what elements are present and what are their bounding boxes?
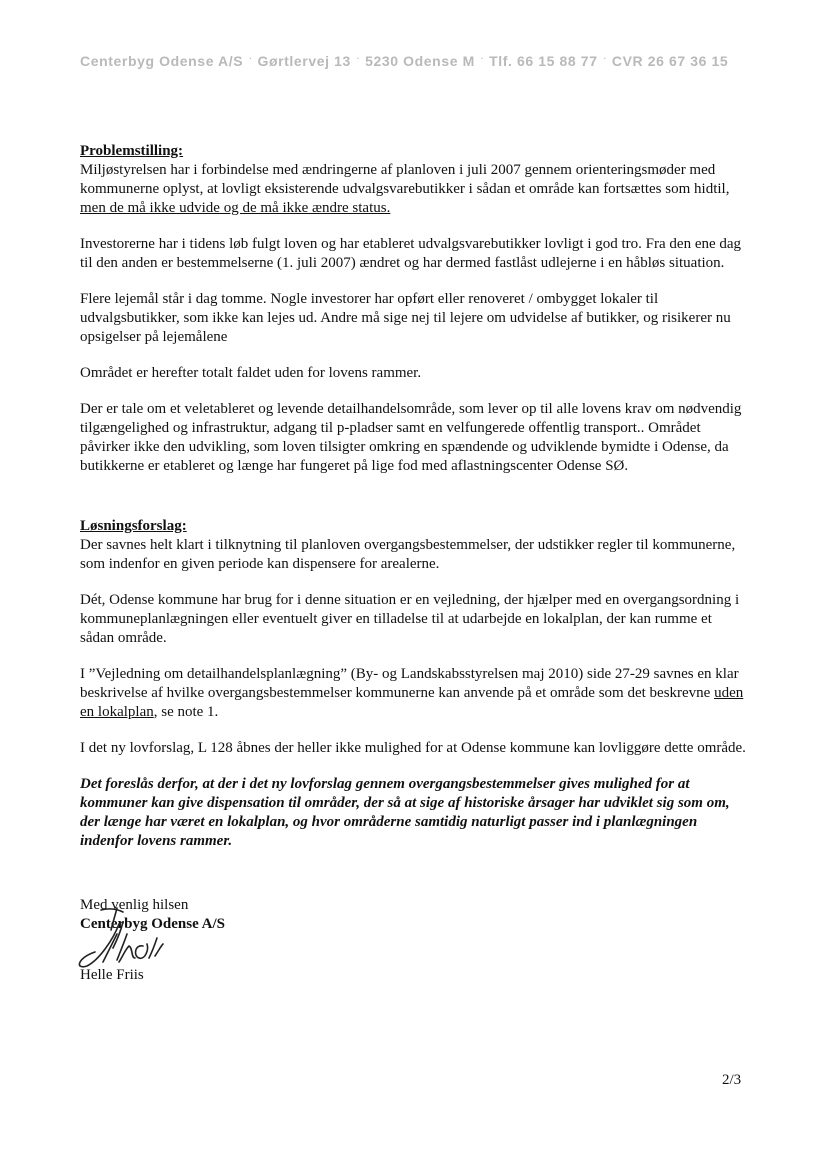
solution-paragraph-3-end: , se note 1.	[153, 704, 219, 720]
solution-paragraph-3	[80, 665, 748, 722]
letterhead-phone: Tlf. 66 15 88 77	[489, 53, 598, 69]
solution-paragraph-3-underlined: uden en lokalplan	[80, 685, 744, 720]
problem-paragraph-1-text: Miljøstyrelsen har i forbindelse med ændringerne af planloven i juli 2007 gennem orienteringsmøder med kommunerne oplyst, at lovligt eksisterende udvalgsvarebutikker i sådan et område kan fortsættes som hidtil,	[80, 162, 730, 197]
letterhead-separator: ·	[480, 54, 485, 63]
page-number: 2/3	[722, 1072, 742, 1088]
problem-paragraph-1-underlined: men de må ikke udvide og de må ikke ændre status.	[80, 200, 391, 216]
letterhead-city: 5230 Odense M	[365, 53, 475, 69]
solution-proposal: Det foreslås derfor, at der i det ny lovforslag gennem overgangsbestemmelser gives mulighed for at kommuner kan give dispensation til områder, der så at sige af historiske årsager har udviklet sig som om, der længe har været en lokalplan, og hvor områderne samtidig naturligt passer ind i planlægningen indenfor lovens rammer.	[80, 776, 730, 849]
letterhead-address: Gørtlervej 13	[257, 53, 351, 69]
problem-paragraph-5: Der er tale om et veletableret og levende detailhandelsområde, som lever op til alle lovens krav om nødvendig tilgængelighed og infrastruktur, adgang til p-pladser samt en velfungerede offentlig transport.. Området påvirker ikke den udvikling, som loven tilsigter omkring en spændende og udviklende bymidte i Odense, da butikkerne er etableret og længe har fungeret på lige fod med aflastningscenter Odense SØ.	[80, 401, 742, 474]
letterhead-cvr: CVR 26 67 36 15	[611, 53, 729, 69]
solution-paragraph-3-text: I ”Vejledning om detailhandelsplanlægning” (By- og Landskabsstyrelsen maj 2010) side 27-29 savnes en klar beskrivelse af hvilke overgangsbestemmelser kommunerne kan anvende på et område som det beskrevne	[80, 666, 739, 701]
letterhead-separator: ·	[603, 54, 607, 63]
problem-heading: Problemstilling:	[80, 143, 184, 159]
section-spacer	[80, 493, 748, 517]
closing-greeting: Med venlig hilsen	[80, 897, 189, 913]
solution-paragraph-1: Der savnes helt klart i tilknytning til planloven overgangsbestemmelser, der udstikker regler til kommunerne, som indenfor en given periode kan dispensere for arealerne.	[80, 537, 736, 572]
closing-company: Centerbyg Odense A/S	[80, 916, 226, 932]
problem-paragraph-1	[80, 161, 748, 218]
solution-heading: Løsningsforslag:	[80, 518, 187, 534]
problem-paragraph-2: Investorerne har i tidens løb fulgt loven og har etableret udvalgsvarebutikker lovligt i god tro. Fra den ene dag til den anden er bestemmelserne (1. juli 2007) ændret og har dermed fastlåst udlejerne i en håbløs situation.	[80, 236, 742, 271]
letterhead-separator: ·	[249, 54, 253, 63]
problem-paragraph-3: Flere lejemål står i dag tomme. Nogle investorer har opført eller renoveret / ombygget lokaler til udvalgsbutikker, som ikke kan lejes ud. Andre må sige nej til lejere om udvidelse af butikker, og risikerer nu opsigelser på lejemålene	[80, 291, 731, 345]
signatory-name: Helle Friis	[80, 967, 144, 983]
letterhead	[80, 53, 780, 69]
letterhead-separator: ·	[356, 54, 361, 63]
solution-paragraph-4: I det ny lovforslag, L 128 åbnes der heller ikke mulighed for at Odense kommune kan lovliggøre dette område.	[80, 740, 746, 756]
problem-paragraph-4: Området er herefter totalt faldet uden for lovens rammer.	[80, 365, 422, 381]
solution-paragraph-2: Dét, Odense kommune har brug for i denne situation er en vejledning, der hjælper med en overgangsordning i kommuneplanlægningen eller eventuelt giver en tilladelse til at udarbejde en lokalplan, der kan rumme et sådan område.	[80, 592, 740, 646]
letter-body	[80, 142, 748, 868]
handwritten-signature	[73, 900, 183, 972]
letterhead-company: Centerbyg Odense A/S	[80, 53, 244, 69]
